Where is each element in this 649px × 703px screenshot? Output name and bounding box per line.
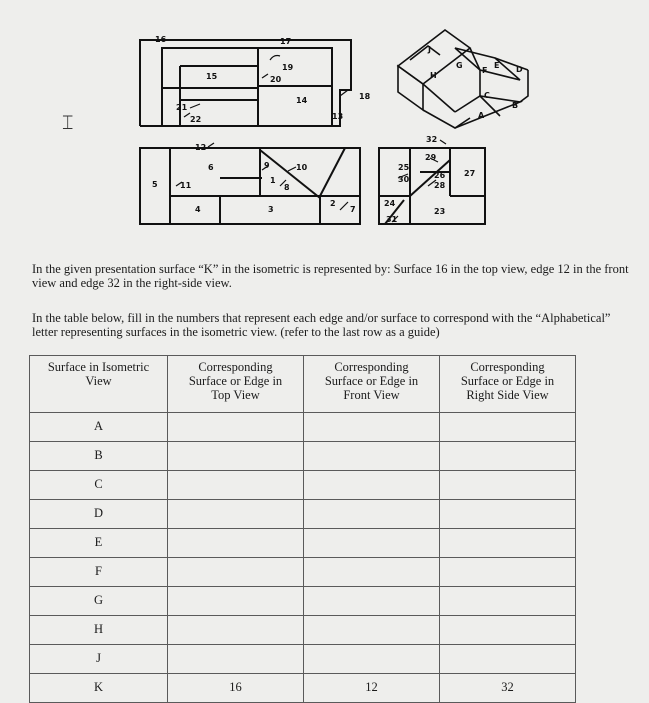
front-view-cell[interactable]	[304, 645, 440, 674]
iso-label-G: G	[456, 61, 463, 70]
row-letter: A	[30, 413, 168, 442]
table-header-row	[30, 356, 576, 413]
header-front-view: Corresponding Surface or Edge in Front View	[304, 356, 440, 413]
side-view-cell[interactable]	[440, 616, 576, 645]
side-view-cell[interactable]	[440, 442, 576, 471]
top-label-21: 21	[176, 103, 188, 112]
table-row	[30, 413, 576, 442]
orthographic-figure	[0, 0, 649, 250]
top-label-18: 18	[359, 92, 371, 101]
side-view-cell[interactable]	[440, 558, 576, 587]
front-view-cell[interactable]	[304, 558, 440, 587]
row-letter: C	[30, 471, 168, 500]
side-label-26: 26	[434, 171, 446, 180]
top-label-19: 19	[282, 63, 294, 72]
instruction-paragraph-1: In the given presentation surface “K” in the isometric is represented by: Surface 16 in the top view, edge 12 in the front view and edge 32 in the right-side view.	[32, 262, 629, 290]
table-row	[30, 645, 576, 674]
side-view-cell[interactable]: 32	[440, 674, 576, 703]
row-letter: B	[30, 442, 168, 471]
table-row	[30, 616, 576, 645]
side-view-cell[interactable]	[440, 587, 576, 616]
front-view-cell[interactable]: 12	[304, 674, 440, 703]
front-view-cell[interactable]	[304, 442, 440, 471]
front-label-2: 2	[330, 199, 336, 208]
top-label-17: 17	[280, 37, 292, 46]
top-view-cell[interactable]	[168, 587, 304, 616]
front-label-9: 9	[264, 161, 270, 170]
front-label-3: 3	[268, 205, 274, 214]
row-letter: H	[30, 616, 168, 645]
side-label-24: 24	[384, 199, 396, 208]
header-top-view: Corresponding Surface or Edge in Top View	[168, 356, 304, 413]
top-view-cell[interactable]: 16	[168, 674, 304, 703]
top-view-cell[interactable]	[168, 471, 304, 500]
row-letter: J	[30, 645, 168, 674]
instruction-paragraph-2: In the table below, fill in the numbers that represent each edge and/or surface to correspond with the “Alphabetical” letter representing surfaces in the isometric view. (refer to the last row as a guide)	[32, 311, 611, 339]
front-label-4: 4	[195, 205, 201, 214]
table-row	[30, 442, 576, 471]
side-view-cell[interactable]	[440, 645, 576, 674]
side-label-32: 32	[426, 135, 438, 144]
top-label-15: 15	[206, 72, 218, 81]
header-right-side-view: Corresponding Surface or Edge in Right Side View	[440, 356, 576, 413]
front-label-7: 7	[350, 205, 356, 214]
front-label-11: 11	[180, 181, 192, 190]
top-label-16: 16	[155, 35, 167, 44]
side-label-23: 23	[434, 207, 446, 216]
table-row	[30, 558, 576, 587]
row-letter: F	[30, 558, 168, 587]
iso-label-A: A	[478, 111, 485, 120]
isometric-view	[398, 30, 528, 128]
answer-table	[29, 355, 576, 703]
front-view-cell[interactable]	[304, 471, 440, 500]
table-row	[30, 500, 576, 529]
top-view	[140, 40, 351, 126]
front-label-12: 12	[195, 143, 207, 152]
row-letter: K	[30, 674, 168, 703]
text-cursor-icon: ⌶	[62, 112, 74, 134]
front-view-cell[interactable]	[304, 587, 440, 616]
front-label-6: 6	[208, 163, 214, 172]
top-view-cell[interactable]	[168, 645, 304, 674]
front-view-cell[interactable]	[304, 413, 440, 442]
header-isometric: Surface in Isometric View	[30, 356, 168, 413]
top-view-cell[interactable]	[168, 616, 304, 645]
drawing-svg	[0, 0, 649, 250]
front-label-10: 10	[296, 163, 308, 172]
iso-label-E: E	[494, 61, 500, 70]
top-view-cell[interactable]	[168, 413, 304, 442]
top-view-cell[interactable]	[168, 558, 304, 587]
side-view-cell[interactable]	[440, 413, 576, 442]
iso-label-J: J	[428, 45, 431, 54]
front-view-cell[interactable]	[304, 529, 440, 558]
iso-label-C: C	[484, 91, 490, 100]
iso-label-F: F	[482, 66, 488, 75]
top-label-22: 22	[190, 115, 202, 124]
side-view-cell[interactable]	[440, 529, 576, 558]
table-row	[30, 529, 576, 558]
iso-label-H: H	[430, 71, 437, 80]
front-label-5: 5	[152, 180, 158, 189]
side-label-29: 29	[425, 153, 437, 162]
iso-label-D: D	[516, 65, 523, 74]
top-label-13: 13	[332, 112, 344, 121]
side-label-28: 28	[434, 181, 446, 190]
side-view-cell[interactable]	[440, 471, 576, 500]
top-view-cell[interactable]	[168, 500, 304, 529]
side-label-30: 30	[398, 175, 410, 184]
row-letter: D	[30, 500, 168, 529]
front-label-1: 1	[270, 176, 276, 185]
side-label-31: 31	[386, 215, 398, 224]
front-view-cell[interactable]	[304, 616, 440, 645]
front-view	[140, 148, 360, 224]
top-view-cell[interactable]	[168, 442, 304, 471]
side-view-cell[interactable]	[440, 500, 576, 529]
side-label-25: 25	[398, 163, 410, 172]
row-letter: G	[30, 587, 168, 616]
top-label-14: 14	[296, 96, 308, 105]
table-row	[30, 471, 576, 500]
front-view-cell[interactable]	[304, 500, 440, 529]
iso-label-B: B	[512, 101, 519, 110]
table-row	[30, 587, 576, 616]
table-row	[30, 674, 576, 703]
top-view-cell[interactable]	[168, 529, 304, 558]
row-letter: E	[30, 529, 168, 558]
side-label-27: 27	[464, 169, 476, 178]
front-label-8: 8	[284, 183, 290, 192]
top-label-20: 20	[270, 75, 282, 84]
